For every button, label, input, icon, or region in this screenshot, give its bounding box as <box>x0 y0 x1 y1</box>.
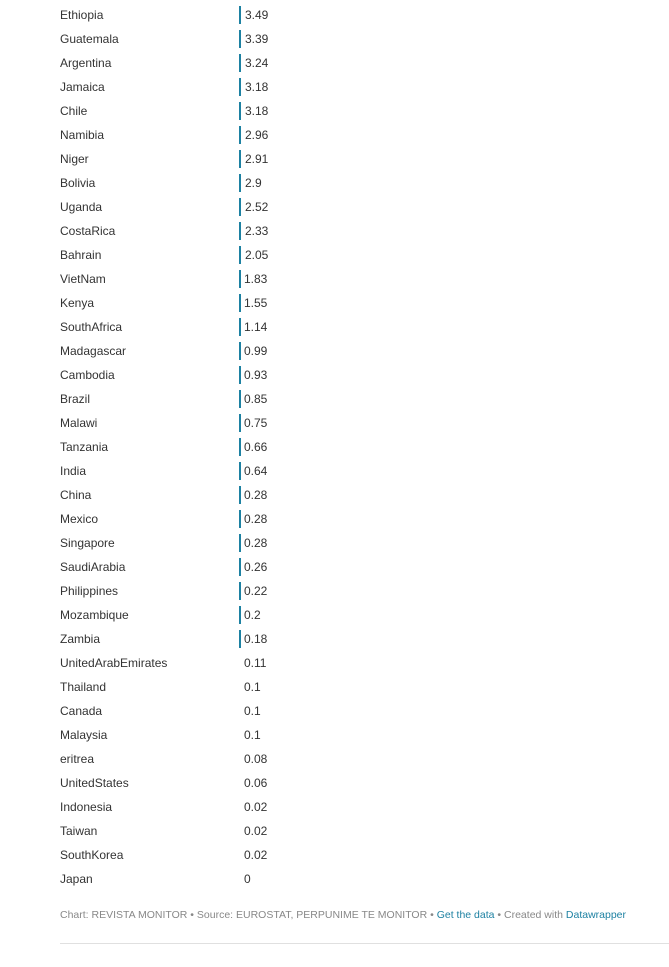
bar <box>239 174 241 192</box>
category-label: CostaRica <box>60 224 116 238</box>
datawrapper-link[interactable]: Datawrapper <box>565 909 627 921</box>
value-label: 0.28 <box>244 488 268 502</box>
value-label: 3.18 <box>245 80 269 94</box>
bar <box>239 54 241 72</box>
value-label: 2.33 <box>245 224 269 238</box>
category-label: Brazil <box>60 392 91 406</box>
bar <box>239 390 241 408</box>
value-label: 0 <box>244 872 251 886</box>
value-label: 0.02 <box>244 848 268 862</box>
category-label: Indonesia <box>60 800 113 814</box>
bar <box>239 606 241 624</box>
value-label: 0.06 <box>244 776 268 790</box>
value-label: 3.39 <box>245 32 269 46</box>
category-label: eritrea <box>60 752 95 766</box>
footer-source: EUROSTAT, PERPUNIME TE MONITOR <box>236 909 428 921</box>
footer-chart-prefix: Chart: <box>60 909 92 921</box>
category-label: Canada <box>60 704 103 718</box>
value-label: 3.24 <box>245 56 269 70</box>
value-label: 0.2 <box>244 608 261 622</box>
category-label: Namibia <box>60 128 105 142</box>
value-label: 0.66 <box>244 440 268 454</box>
get-the-data-link[interactable]: Get the data <box>436 909 495 921</box>
value-label: 2.05 <box>245 248 269 262</box>
value-label: 2.96 <box>245 128 269 142</box>
bar <box>239 270 241 288</box>
category-label: SouthKorea <box>60 848 124 862</box>
value-label: 0.93 <box>244 368 268 382</box>
value-label: 0.1 <box>244 704 261 718</box>
chart-footer <box>60 908 626 922</box>
value-label: 0.99 <box>244 344 268 358</box>
footer-divider <box>60 943 669 944</box>
bar <box>239 414 241 432</box>
category-label: Cambodia <box>60 368 115 382</box>
bar <box>239 78 241 96</box>
category-label: VietNam <box>60 272 106 286</box>
value-label: 0.22 <box>244 584 268 598</box>
category-label: Malawi <box>60 416 98 430</box>
bar <box>239 342 241 360</box>
bar <box>239 366 241 384</box>
category-label: SaudiArabia <box>60 560 126 574</box>
category-label: Mexico <box>60 512 99 526</box>
category-label: Chile <box>60 104 88 118</box>
category-label: Kenya <box>60 296 95 310</box>
bar <box>239 246 241 264</box>
value-label: 1.83 <box>244 272 268 286</box>
bar <box>239 534 241 552</box>
footer-separator: • <box>427 909 437 921</box>
value-label: 0.02 <box>244 824 268 838</box>
category-label: Jamaica <box>60 80 105 94</box>
category-label: UnitedStates <box>60 776 129 790</box>
bar <box>239 222 241 240</box>
category-label: Philippines <box>60 584 119 598</box>
category-label: SouthAfrica <box>60 320 123 334</box>
bar <box>239 630 241 648</box>
category-label: Tanzania <box>60 440 109 454</box>
footer-separator: • <box>494 909 505 921</box>
bar <box>239 150 241 168</box>
category-label: Japan <box>60 872 93 886</box>
value-label: 0.02 <box>244 800 268 814</box>
value-label: 0.28 <box>244 536 268 550</box>
value-label: 1.55 <box>244 296 268 310</box>
value-label: 3.49 <box>245 8 269 22</box>
footer-separator: • <box>187 909 197 921</box>
category-label: India <box>60 464 87 478</box>
bar <box>239 510 241 528</box>
bar <box>239 30 241 48</box>
category-label: Ethiopia <box>60 8 104 22</box>
bar <box>239 582 241 600</box>
value-label: 3.18 <box>245 104 269 118</box>
bar <box>239 486 241 504</box>
bar <box>239 126 241 144</box>
category-label: China <box>60 488 92 502</box>
value-label: 2.9 <box>245 176 262 190</box>
value-label: 0.26 <box>244 560 268 574</box>
category-label: Bahrain <box>60 248 102 262</box>
value-label: 0.08 <box>244 752 268 766</box>
category-label: Taiwan <box>60 824 98 838</box>
value-label: 0.1 <box>244 728 261 742</box>
category-label: Mozambique <box>60 608 129 622</box>
bar <box>239 198 241 216</box>
bar <box>239 462 241 480</box>
category-label: Uganda <box>60 200 103 214</box>
value-label: 0.28 <box>244 512 268 526</box>
category-label: UnitedArabEmirates <box>60 656 168 670</box>
footer-source-prefix: Source: <box>196 909 237 921</box>
category-label: Argentina <box>60 56 112 70</box>
category-label: Thailand <box>60 680 107 694</box>
value-label: 2.91 <box>245 152 269 166</box>
bar <box>239 294 241 312</box>
value-label: 0.1 <box>244 680 261 694</box>
bar <box>239 6 241 24</box>
category-label: Singapore <box>60 536 115 550</box>
value-label: 0.18 <box>244 632 268 646</box>
value-label: 0.11 <box>244 656 267 670</box>
footer-created-with: Created with <box>504 909 566 921</box>
category-label: Bolivia <box>60 176 96 190</box>
category-label: Niger <box>60 152 89 166</box>
bar <box>239 102 241 120</box>
value-label: 0.75 <box>244 416 268 430</box>
bar <box>239 558 241 576</box>
value-label: 0.64 <box>244 464 268 478</box>
category-label: Guatemala <box>60 32 119 46</box>
category-label: Madagascar <box>60 344 127 358</box>
value-label: 1.14 <box>244 320 268 334</box>
value-label: 0.85 <box>244 392 268 406</box>
bar <box>239 438 241 456</box>
category-label: Zambia <box>60 632 101 646</box>
category-label: Malaysia <box>60 728 108 742</box>
footer-chart-author: REVISTA MONITOR <box>91 909 188 921</box>
bar <box>239 318 241 336</box>
value-label: 2.52 <box>245 200 269 214</box>
